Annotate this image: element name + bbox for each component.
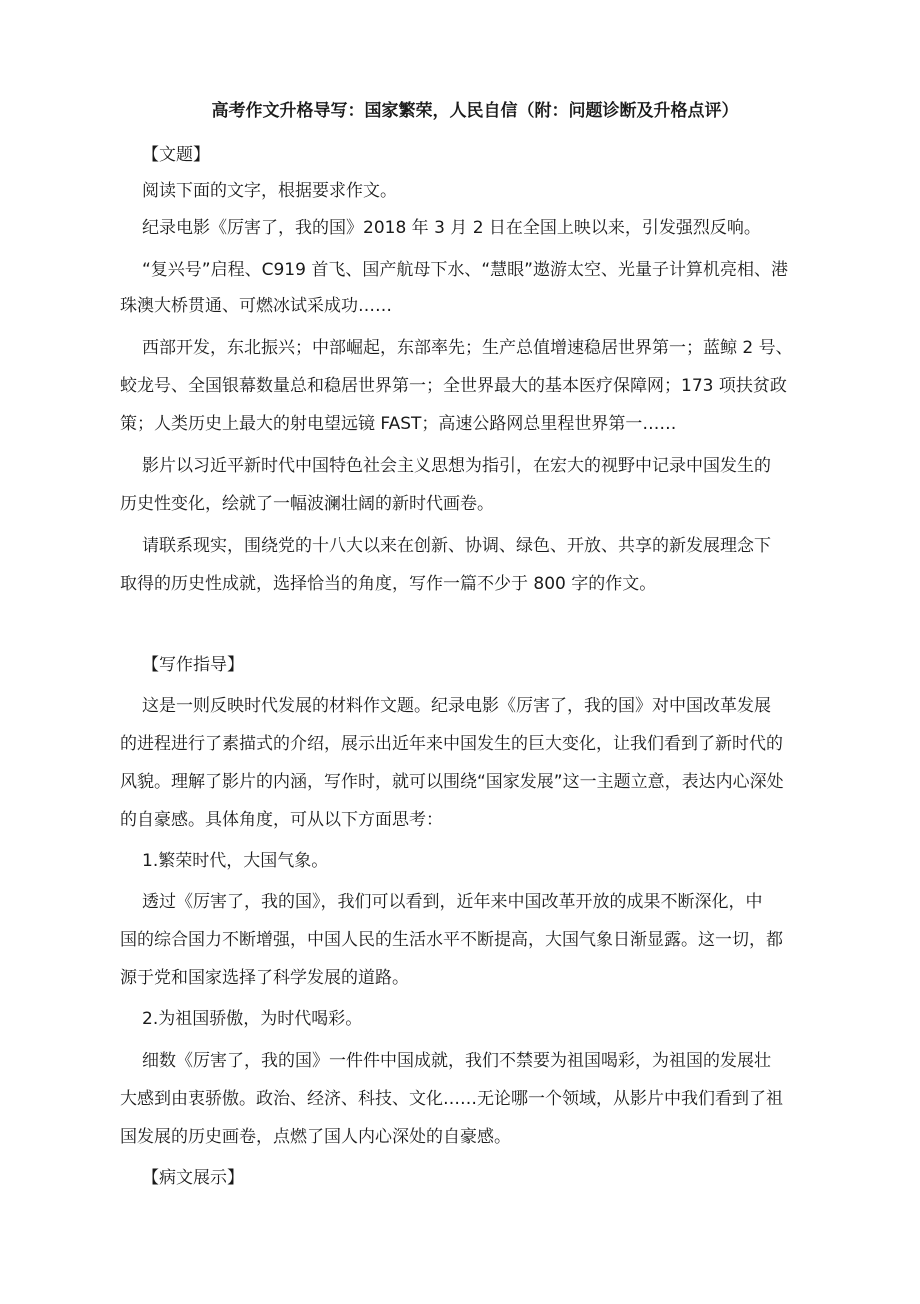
zhidao-paragraph-2-cont2 xyxy=(120,960,780,996)
text-line: 风貌。理解了影片的内涵，写作时，就可以围绕“国家发展”这一主题立意，表达内心深处 xyxy=(120,772,784,792)
text-line: 源于党和国家选择了科学发展的道路。 xyxy=(120,968,409,988)
wenti-paragraph-4-cont xyxy=(120,368,787,404)
text-line: 珠澳大桥贯通、可燃冰试采成功…… xyxy=(120,296,392,316)
wenti-paragraph-6 xyxy=(142,528,802,564)
section-label: 【病文展示】 xyxy=(142,1168,244,1188)
zhidao-paragraph-2-cont xyxy=(120,922,783,958)
section-heading-wenti xyxy=(142,137,802,173)
text-line: 细数《厉害了，我的国》一件件中国成就，我们不禁要为祖国喝彩，为祖国的发展壮 xyxy=(142,1051,771,1071)
wenti-paragraph-3-cont xyxy=(120,288,780,324)
document-title: 高考作文升格导写：国家繁荣，人民自信（附：问题诊断及升格点评） xyxy=(211,101,739,121)
text-line: 请联系现实，围绕党的十八大以来在创新、协调、绿色、开放、共享的新发展理念下 xyxy=(142,536,771,556)
text-line: 透过《厉害了，我的国》，我们可以看到，近年来中国改革开放的成果不断深化，中 xyxy=(142,892,763,912)
zhidao-point-2 xyxy=(142,1001,802,1037)
text-line: 国的综合国力不断增强，中国人民的生活水平不断提高，大国气象日渐显露。这一切，都 xyxy=(120,930,783,950)
zhidao-paragraph-3 xyxy=(142,1043,802,1079)
section-heading-bingwen xyxy=(142,1160,802,1196)
zhidao-paragraph-3-cont2 xyxy=(120,1119,780,1155)
text-line: 大感到由衷骄傲。政治、经济、科技、文化……无论哪一个领域，从影片中我们看到了祖 xyxy=(120,1089,783,1109)
text-line: 取得的历史性成就，选择恰当的角度，写作一篇不少于 800 字的作文。 xyxy=(120,574,657,594)
zhidao-point-1 xyxy=(142,843,802,879)
zhidao-paragraph-3-cont xyxy=(120,1081,783,1117)
section-heading-zhidao xyxy=(142,647,802,683)
wenti-paragraph-4-cont2 xyxy=(120,406,780,442)
text-line: 蛟龙号、全国银幕数量总和稳居世界第一；全世界最大的基本医疗保障网；173 项扶贫政 xyxy=(120,376,787,396)
zhidao-paragraph-1 xyxy=(142,688,802,724)
text-line: “复兴号”启程、C919 首飞、国产航母下水、“慧眼”遨游太空、光量子计算机亮相、港 xyxy=(142,260,788,280)
zhidao-paragraph-1-cont2 xyxy=(120,764,784,800)
text-line: 阅读下面的文字，根据要求作文。 xyxy=(142,181,397,201)
section-label: 【写作指导】 xyxy=(142,655,244,675)
wenti-paragraph-6-cont xyxy=(120,566,780,602)
wenti-paragraph-5 xyxy=(142,448,802,484)
wenti-paragraph-5-cont xyxy=(120,486,780,522)
text-line: 的自豪感。具体角度，可从以下方面思考： xyxy=(120,810,443,830)
text-line: 这是一则反映时代发展的材料作文题。纪录电影《厉害了，我的国》对中国改革发展 xyxy=(142,696,771,716)
text-line: 西部开发，东北振兴；中部崛起，东部率先；生产总值增速稳居世界第一；蓝鲸 2 号、 xyxy=(142,338,793,358)
text-line: 纪录电影《厉害了，我的国》2018 年 3 月 2 日在全国上映以来，引发强烈反响。 xyxy=(142,218,761,238)
text-line: 国发展的历史画卷，点燃了国人内心深处的自豪感。 xyxy=(120,1127,511,1147)
text-line: 1.繁荣时代，大国气象。 xyxy=(142,851,329,871)
text-line: 策；人类历史上最大的射电望远镜 FAST；高速公路网总里程世界第一…… xyxy=(120,414,677,434)
wenti-paragraph-1 xyxy=(142,173,802,209)
wenti-paragraph-4 xyxy=(142,330,802,366)
zhidao-paragraph-2 xyxy=(142,884,802,920)
text-line: 影片以习近平新时代中国特色社会主义思想为指引，在宏大的视野中记录中国发生的 xyxy=(142,456,771,476)
text-line: 的进程进行了素描式的介绍，展示出近年来中国发生的巨大变化，让我们看到了新时代的 xyxy=(120,734,783,754)
wenti-paragraph-2 xyxy=(142,210,802,246)
text-line: 历史性变化，绘就了一幅波澜壮阔的新时代画卷。 xyxy=(120,494,494,514)
text-line: 2.为祖国骄傲，为时代喝彩。 xyxy=(142,1009,363,1029)
zhidao-paragraph-1-cont xyxy=(120,726,783,762)
section-label: 【文题】 xyxy=(142,145,210,165)
wenti-paragraph-3 xyxy=(142,252,802,288)
zhidao-paragraph-1-cont3 xyxy=(120,802,780,838)
